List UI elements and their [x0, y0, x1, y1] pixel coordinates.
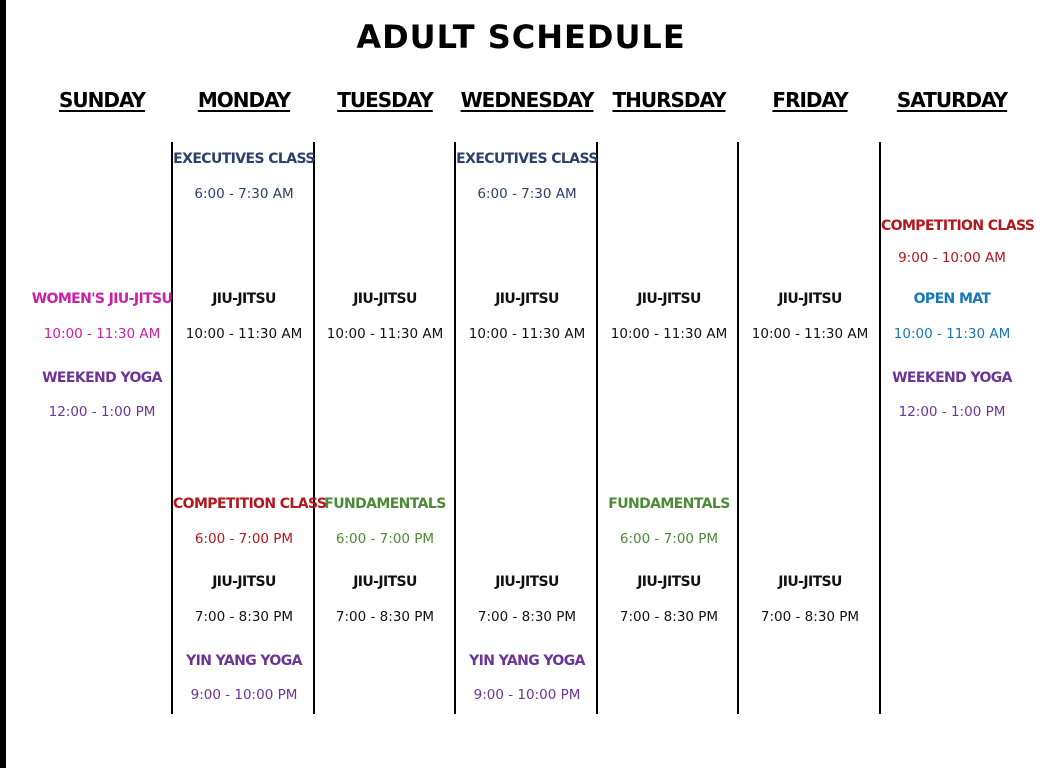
class-time: 10:00 - 11:30 AM: [43, 326, 161, 342]
day-header-monday: MONDAY: [197, 88, 291, 112]
class-time: 9:00 - 10:00 AM: [898, 250, 1006, 266]
day-header-saturday: SATURDAY: [896, 88, 1008, 112]
class-name: JIU-JITSU: [495, 574, 559, 590]
class-time: 10:00 - 11:30 AM: [185, 326, 303, 342]
class-time: 12:00 - 1:00 PM: [898, 404, 1006, 420]
page-edge-bar: [0, 0, 6, 768]
day-header-thursday: THURSDAY: [612, 88, 726, 112]
class-name: JIU-JITSU: [353, 574, 417, 590]
day-header-tuesday: TUESDAY: [337, 88, 433, 112]
class-name: FUNDAMENTALS: [608, 496, 730, 512]
class-time: 10:00 - 11:30 AM: [893, 326, 1011, 342]
class-name: WEEKEND YOGA: [42, 370, 162, 386]
class-time: 6:00 - 7:00 PM: [335, 531, 435, 547]
class-time: 10:00 - 11:30 AM: [326, 326, 444, 342]
page-title: ADULT SCHEDULE: [356, 18, 686, 56]
class-time: 7:00 - 8:30 PM: [194, 609, 294, 625]
class-time: 6:00 - 7:30 AM: [194, 186, 294, 202]
class-name: OPEN MAT: [913, 291, 991, 307]
class-time: 7:00 - 8:30 PM: [619, 609, 719, 625]
class-name: JIU-JITSU: [778, 574, 842, 590]
class-time: 12:00 - 1:00 PM: [48, 404, 156, 420]
class-name: WEEKEND YOGA: [892, 370, 1012, 386]
class-name: JIU-JITSU: [637, 574, 701, 590]
class-name: JIU-JITSU: [778, 291, 842, 307]
column-divider: [171, 142, 173, 714]
class-name: COMPETITION CLASS: [173, 496, 327, 512]
class-name: JIU-JITSU: [637, 291, 701, 307]
column-divider: [313, 142, 315, 714]
class-time: 6:00 - 7:00 PM: [619, 531, 719, 547]
class-time: 9:00 - 10:00 PM: [473, 687, 581, 703]
class-name: JIU-JITSU: [353, 291, 417, 307]
class-name: EXECUTIVES CLASS: [173, 151, 315, 167]
day-header-friday: FRIDAY: [772, 88, 848, 112]
class-time: 10:00 - 11:30 AM: [751, 326, 869, 342]
class-time: 6:00 - 7:30 AM: [477, 186, 577, 202]
class-name: YIN YANG YOGA: [186, 653, 302, 669]
class-time: 6:00 - 7:00 PM: [194, 531, 294, 547]
day-header-wednesday: WEDNESDAY: [460, 88, 594, 112]
column-divider: [737, 142, 739, 714]
column-divider: [596, 142, 598, 714]
class-time: 7:00 - 8:30 PM: [335, 609, 435, 625]
class-name: JIU-JITSU: [212, 291, 276, 307]
class-name: COMPETITION CLASS: [881, 218, 1035, 234]
class-name: FUNDAMENTALS: [324, 496, 446, 512]
column-divider: [454, 142, 456, 714]
class-time: 9:00 - 10:00 PM: [190, 687, 298, 703]
class-name: JIU-JITSU: [212, 574, 276, 590]
day-header-sunday: SUNDAY: [58, 88, 146, 112]
class-name: WOMEN'S JIU-JITSU: [31, 291, 173, 307]
class-name: JIU-JITSU: [495, 291, 559, 307]
class-time: 7:00 - 8:30 PM: [760, 609, 860, 625]
class-time: 10:00 - 11:30 AM: [468, 326, 586, 342]
class-time: 7:00 - 8:30 PM: [477, 609, 577, 625]
class-name: EXECUTIVES CLASS: [456, 151, 598, 167]
class-time: 10:00 - 11:30 AM: [610, 326, 728, 342]
class-name: YIN YANG YOGA: [469, 653, 585, 669]
